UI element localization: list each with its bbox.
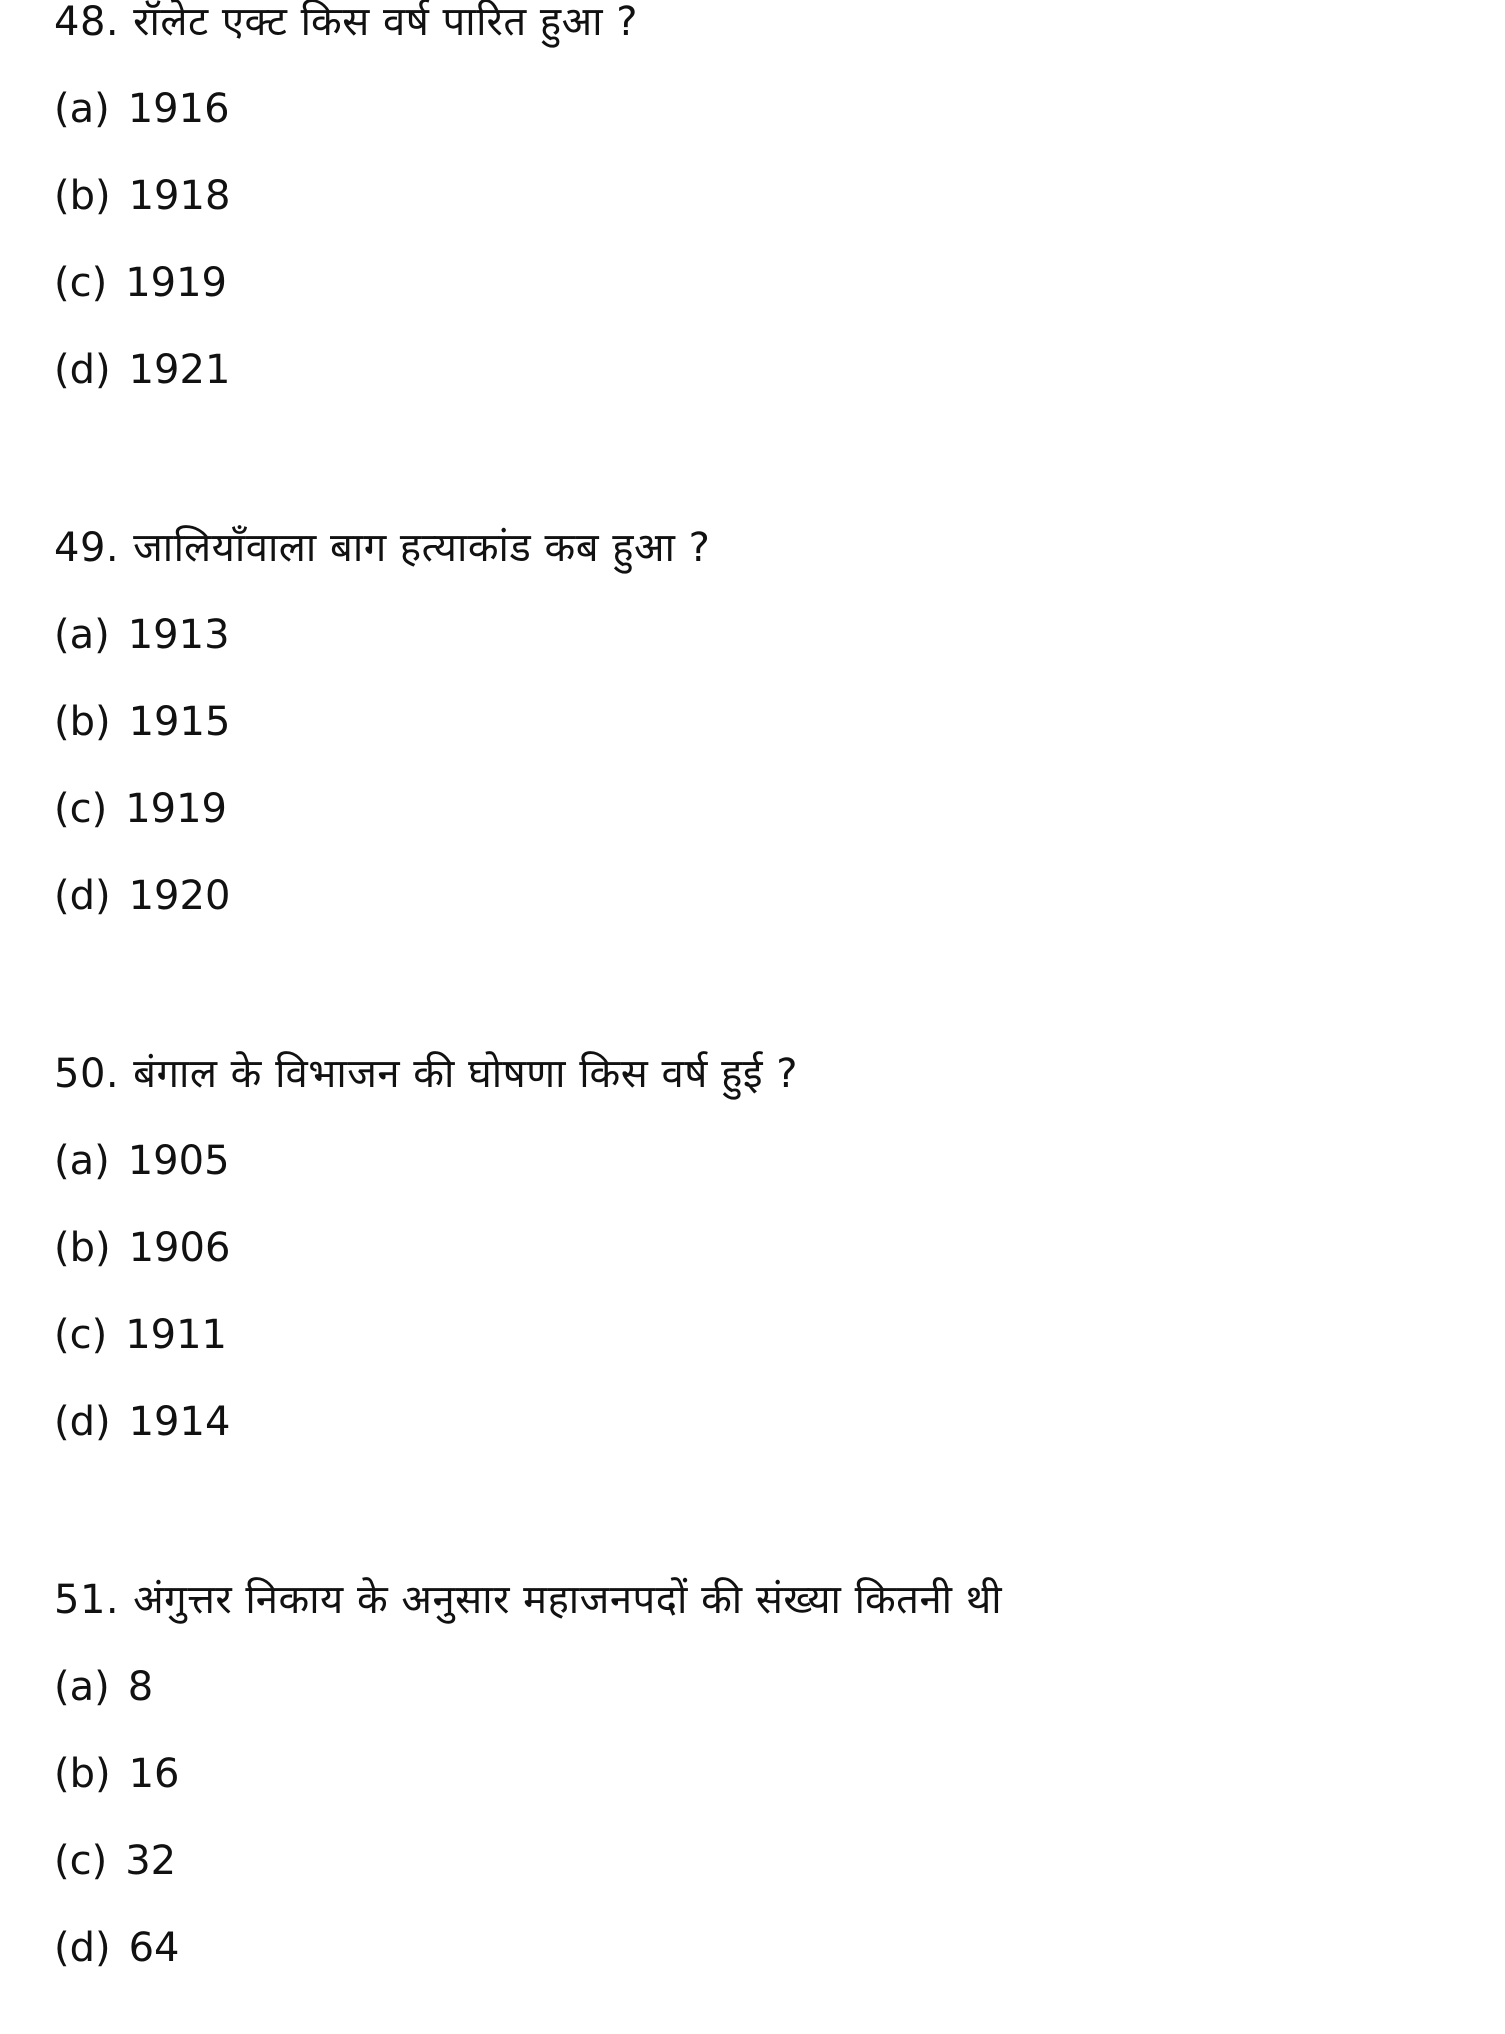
option-c	[54, 1833, 1454, 1889]
option-label: (c)	[54, 786, 108, 832]
option-value: 32	[125, 1838, 177, 1884]
question-number: 51.	[54, 1577, 120, 1623]
option-label: (b)	[54, 173, 111, 219]
question-text-line	[54, 0, 1454, 50]
option-d	[54, 1920, 1454, 1976]
option-d	[54, 1394, 1454, 1450]
option-value: 1920	[128, 873, 231, 919]
option-a	[54, 81, 1454, 137]
option-a	[54, 1133, 1454, 1189]
option-value: 1915	[128, 699, 231, 745]
option-label: (d)	[54, 1925, 111, 1971]
question-48	[54, 0, 1454, 398]
option-label: (c)	[54, 1312, 108, 1358]
option-label: (b)	[54, 1751, 111, 1797]
option-a	[54, 1659, 1454, 1715]
option-value: 8	[127, 1664, 154, 1710]
option-value: 1916	[127, 86, 230, 132]
option-b	[54, 1746, 1454, 1802]
option-value: 1913	[127, 612, 230, 658]
question-text: रॉलेट एक्ट किस वर्ष पारित हुआ ?	[133, 0, 638, 45]
option-value: 16	[128, 1751, 180, 1797]
option-c	[54, 1307, 1454, 1363]
option-label: (c)	[54, 260, 108, 306]
option-d	[54, 342, 1454, 398]
option-label: (d)	[54, 347, 111, 393]
question-text: जालियाँवाला बाग हत्याकांड कब हुआ ?	[133, 525, 711, 571]
question-text-line	[54, 520, 1454, 576]
option-value: 1911	[125, 1312, 227, 1358]
option-label: (d)	[54, 873, 111, 919]
option-label: (a)	[54, 1664, 110, 1710]
question-51	[54, 1572, 1454, 1976]
question-number: 49.	[54, 525, 120, 571]
option-value: 1921	[128, 347, 231, 393]
question-49	[54, 520, 1454, 924]
option-value: 1919	[125, 786, 227, 832]
option-value: 1906	[128, 1225, 231, 1271]
option-value: 1918	[128, 173, 231, 219]
question-text: बंगाल के विभाजन की घोषणा किस वर्ष हुई ?	[133, 1051, 798, 1097]
option-a	[54, 607, 1454, 663]
option-b	[54, 168, 1454, 224]
option-label: (a)	[54, 612, 110, 658]
question-50	[54, 1046, 1454, 1450]
option-value: 1905	[127, 1138, 230, 1184]
option-value: 1914	[128, 1399, 231, 1445]
option-value: 1919	[125, 260, 227, 306]
option-label: (b)	[54, 1225, 111, 1271]
question-number: 48.	[54, 0, 120, 45]
option-label: (c)	[54, 1838, 108, 1884]
option-label: (d)	[54, 1399, 111, 1445]
question-text: अंगुत्तर निकाय के अनुसार महाजनपदों की संख्या कितनी थी	[133, 1577, 1003, 1623]
option-label: (a)	[54, 1138, 110, 1184]
option-b	[54, 1220, 1454, 1276]
option-d	[54, 868, 1454, 924]
option-c	[54, 781, 1454, 837]
question-text-line	[54, 1572, 1454, 1628]
question-number: 50.	[54, 1051, 120, 1097]
option-value: 64	[128, 1925, 180, 1971]
option-c	[54, 255, 1454, 311]
option-label: (a)	[54, 86, 110, 132]
question-text-line	[54, 1046, 1454, 1102]
option-b	[54, 694, 1454, 750]
option-label: (b)	[54, 699, 111, 745]
